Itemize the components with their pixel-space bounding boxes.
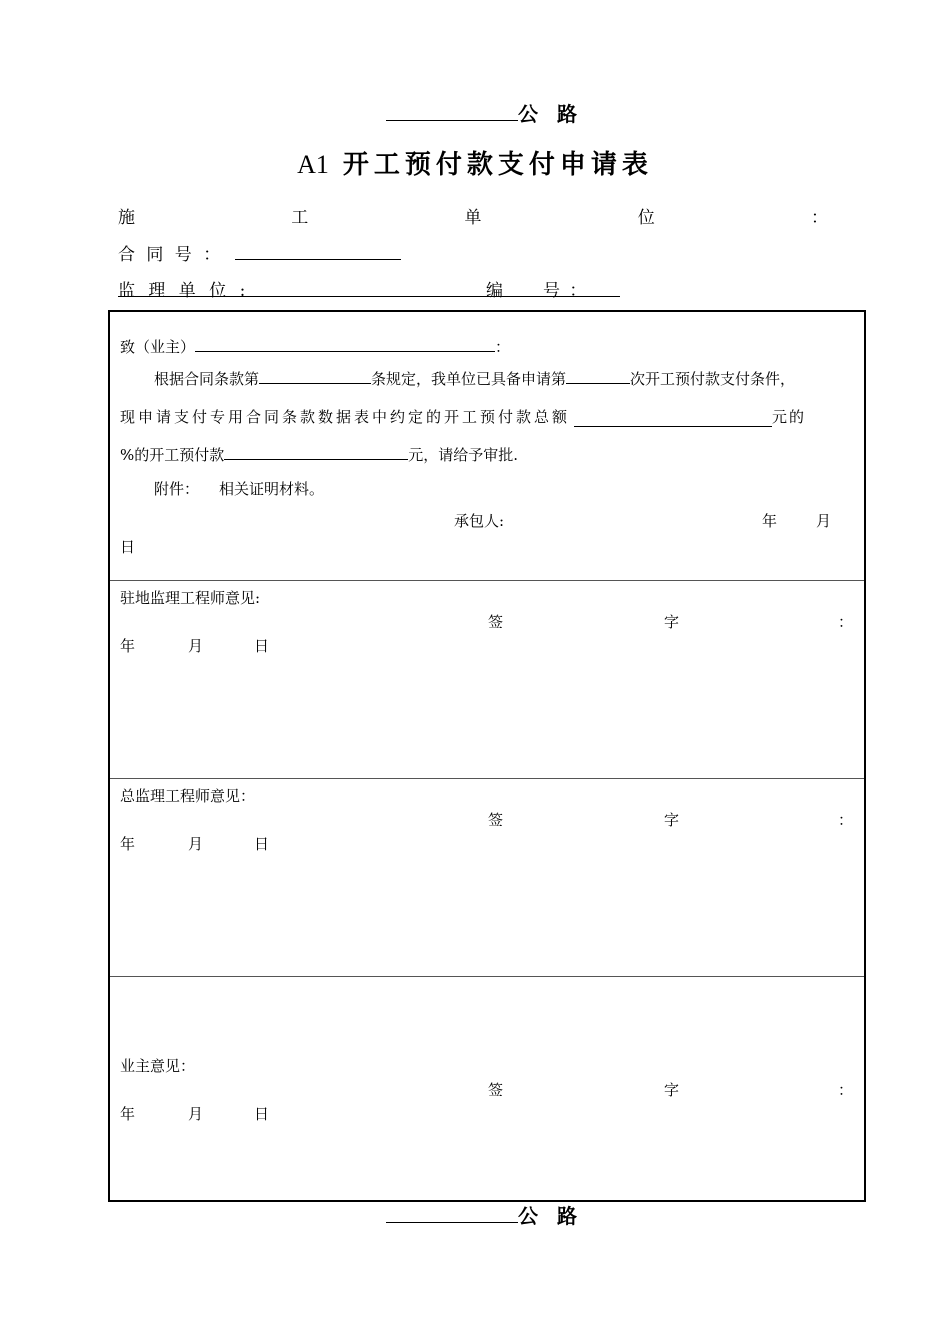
- line3-text-b: 元，请给予审批.: [408, 446, 519, 464]
- road-header: [386, 98, 583, 127]
- sign-day: 日: [254, 637, 270, 655]
- line3-text-a: %的开工预付款: [120, 446, 225, 464]
- contractor-char: 施: [118, 208, 135, 228]
- sign-colon: ：: [838, 1081, 854, 1099]
- application-line-3: [120, 444, 518, 465]
- line1-text-b: 条规定，我单位已具备申请第: [371, 370, 567, 388]
- road-footer: [386, 1200, 583, 1229]
- road-label: 公 路: [518, 102, 583, 126]
- page-title: [0, 144, 950, 181]
- zi-char: 字: [664, 1081, 680, 1099]
- contractor-row: [118, 203, 828, 228]
- contractor-day: 日: [120, 538, 136, 556]
- sign-month: 月: [188, 835, 204, 853]
- resident-engineer-title: 驻地监理工程师意见:: [120, 589, 261, 607]
- contractor-char: 单: [464, 208, 482, 228]
- sign-month: 月: [188, 1105, 204, 1123]
- contractor-year: 年: [762, 512, 778, 530]
- contractor-char: ：: [811, 208, 828, 228]
- attachment-label: 附件：: [154, 480, 200, 498]
- sign-day: 日: [254, 835, 270, 853]
- owner-opinion-section: [110, 976, 864, 1199]
- chief-engineer-title: 总监理工程师意见：: [120, 787, 256, 805]
- form-title: 开工预付款支付申请表: [342, 150, 653, 180]
- total-amount-blank: [574, 412, 772, 427]
- contract-no-row: [118, 240, 401, 265]
- sign-colon: ：: [838, 811, 854, 829]
- line2-text-b: 元的: [772, 408, 807, 426]
- resident-engineer-section: [110, 580, 864, 777]
- contractor-month: 月: [816, 512, 832, 530]
- chief-engineer-section: [110, 778, 864, 975]
- to-owner-line: [120, 336, 510, 357]
- contract-no-label: 合 同 号 ：: [118, 245, 224, 265]
- to-owner-label: 致（业主）: [120, 338, 196, 356]
- sign-year: 年: [120, 637, 136, 655]
- application-line-1: [154, 368, 859, 389]
- sign-char: 签: [488, 1081, 504, 1099]
- contract-no-blank: [235, 245, 401, 260]
- approval-form-box: [108, 310, 866, 1202]
- to-owner-colon: ：: [495, 338, 511, 356]
- advance-amount-blank: [224, 445, 408, 460]
- contractor-char: 工: [291, 208, 309, 228]
- contractor-sign-label: 承包人:: [454, 512, 505, 530]
- sign-day: 日: [254, 1105, 270, 1123]
- times-blank: [566, 369, 630, 384]
- attachment-line: [154, 478, 324, 499]
- owner-opinion-title: 业主意见：: [120, 1057, 196, 1075]
- attachment-text: 相关证明材料。: [219, 480, 325, 498]
- supervisor-label: 监 理 单 位 :: [118, 281, 250, 301]
- zi-char: 字: [664, 811, 680, 829]
- form-code: A1: [297, 150, 329, 179]
- line2-text-a: 现申请支付专用合同条款数据表中约定的开工预付款总额: [120, 408, 571, 426]
- sign-year: 年: [120, 1105, 136, 1123]
- road-label: 公 路: [518, 1204, 583, 1228]
- owner-name-blank: [195, 337, 495, 352]
- application-line-2: [120, 406, 858, 427]
- contractor-char: 位: [637, 208, 655, 228]
- zi-char: 字: [664, 613, 680, 631]
- road-name-blank: [386, 98, 518, 121]
- road-name-blank: [386, 1200, 518, 1223]
- sign-year: 年: [120, 835, 136, 853]
- line1-text-a: 根据合同条款第: [154, 370, 260, 388]
- number-label: 编 号 ：: [486, 281, 589, 301]
- sign-month: 月: [188, 637, 204, 655]
- line1-text-c: 次开工预付款支付条件，: [630, 370, 796, 388]
- sign-char: 签: [488, 811, 504, 829]
- sign-colon: ：: [838, 613, 854, 631]
- supervisor-row: [118, 276, 620, 301]
- sign-char: 签: [488, 613, 504, 631]
- clause-blank: [259, 369, 371, 384]
